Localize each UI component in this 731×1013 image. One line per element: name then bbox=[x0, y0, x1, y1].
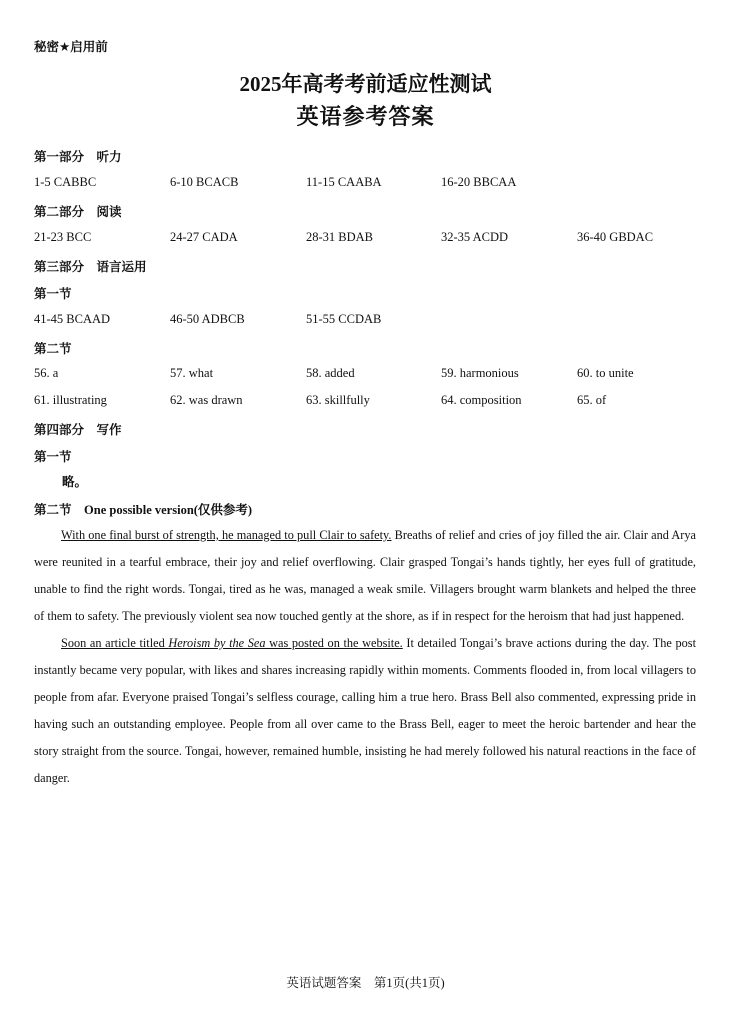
part4-section1-heading: 第一节 bbox=[34, 449, 72, 464]
article-title: Heroism by the Sea bbox=[168, 636, 266, 650]
answer-item: 63. skillfully bbox=[306, 393, 370, 407]
part3-heading: 第三部分 语言运用 bbox=[34, 259, 147, 274]
omitted-note: 略。 bbox=[62, 474, 88, 489]
answer-item: 56. a bbox=[34, 366, 59, 380]
answer-group: 21-23 BCC bbox=[34, 230, 92, 244]
part3-section1-heading: 第一节 bbox=[34, 286, 72, 301]
answer-item: 60. to unite bbox=[577, 366, 634, 380]
answer-group: 51-55 CCDAB bbox=[306, 312, 382, 326]
answer-group: 36-40 GBDAC bbox=[577, 230, 654, 244]
given-opening-sentence bbox=[61, 636, 403, 650]
paragraph-body: It detailed Tongai’s brave actions during the day. The post instantly became very popular, with likes and shares increasing rapidly within moments. Comments flooded in, from local villagers to people from afar. Everyone praised Tongai’s selfless courage, calling him a true hero. Brass Bell also commented, expressing pride in having such an outstanding employee. People from all over came to the Brass Bell, eager to meet the heroic bartender and hear the story straight from the source. Tongai, however, remained humble, insisting he had merely followed his natural reactions in the face of danger. bbox=[34, 636, 696, 785]
answer-group: 32-35 ACDD bbox=[441, 230, 509, 244]
answer-item: 62. was drawn bbox=[170, 393, 243, 407]
answer-group: 11-15 CAABA bbox=[306, 175, 382, 189]
answer-group: 6-10 BCACB bbox=[170, 175, 239, 189]
answer-item: 64. composition bbox=[441, 393, 522, 407]
answer-group: 1-5 CABBC bbox=[34, 175, 97, 189]
given-opening-sentence: With one final burst of strength, he managed to pull Clair to safety. bbox=[61, 528, 392, 542]
paragraph-body: Breaths of relief and cries of joy filled the air. Clair and Arya were reunited in a tearful embrace, their joy and relief overflowing. Clair grasped Tongai’s hands tightly, her eyes full of gratitude, unable to find the right words. Tongai, tired as he was, managed a weak smile. Villagers brought warm blankets and helped the three of them to safety. The previously violent sea now touched gently at the shore, as if in respect for the heroism that had just happened. bbox=[34, 528, 697, 623]
answer-item: 57. what bbox=[170, 366, 214, 380]
part2-heading: 第二部分 阅读 bbox=[34, 204, 122, 219]
answer-group: 16-20 BBCAA bbox=[441, 175, 517, 189]
answer-item: 61. illustrating bbox=[34, 393, 107, 407]
answer-group: 28-31 BDAB bbox=[306, 230, 374, 244]
answer-item: 65. of bbox=[577, 393, 607, 407]
part3-section2-heading: 第二节 bbox=[34, 341, 72, 356]
exam-title: 2025年高考考前适应性测试 bbox=[239, 72, 492, 96]
answer-group: 41-45 BCAAD bbox=[34, 312, 111, 326]
page-footer: 英语试题答案 第1页(共1页) bbox=[286, 976, 445, 990]
answer-group: 24-27 CADA bbox=[170, 230, 238, 244]
answer-group: 46-50 ADBCB bbox=[170, 312, 245, 326]
part4-heading: 第四部分 写作 bbox=[34, 422, 122, 437]
essay-paragraph-1 bbox=[34, 522, 696, 630]
section2-label: 第二节 bbox=[34, 502, 72, 517]
answer-item: 59. harmonious bbox=[441, 366, 519, 380]
part4-section2-heading bbox=[34, 500, 252, 518]
answer-key-title: 英语参考答案 bbox=[296, 105, 435, 130]
essay-paragraph-2 bbox=[34, 630, 696, 792]
opening-part-b: was posted on the website. bbox=[265, 636, 403, 650]
secret-label: 秘密★启用前 bbox=[34, 39, 108, 54]
part1-heading: 第一部分 听力 bbox=[34, 149, 122, 164]
answer-item: 58. added bbox=[306, 366, 355, 380]
version-subtitle: One possible version(仅供参考) bbox=[84, 503, 253, 517]
sample-essay bbox=[34, 522, 696, 792]
opening-part-a: Soon an article titled bbox=[61, 636, 169, 650]
